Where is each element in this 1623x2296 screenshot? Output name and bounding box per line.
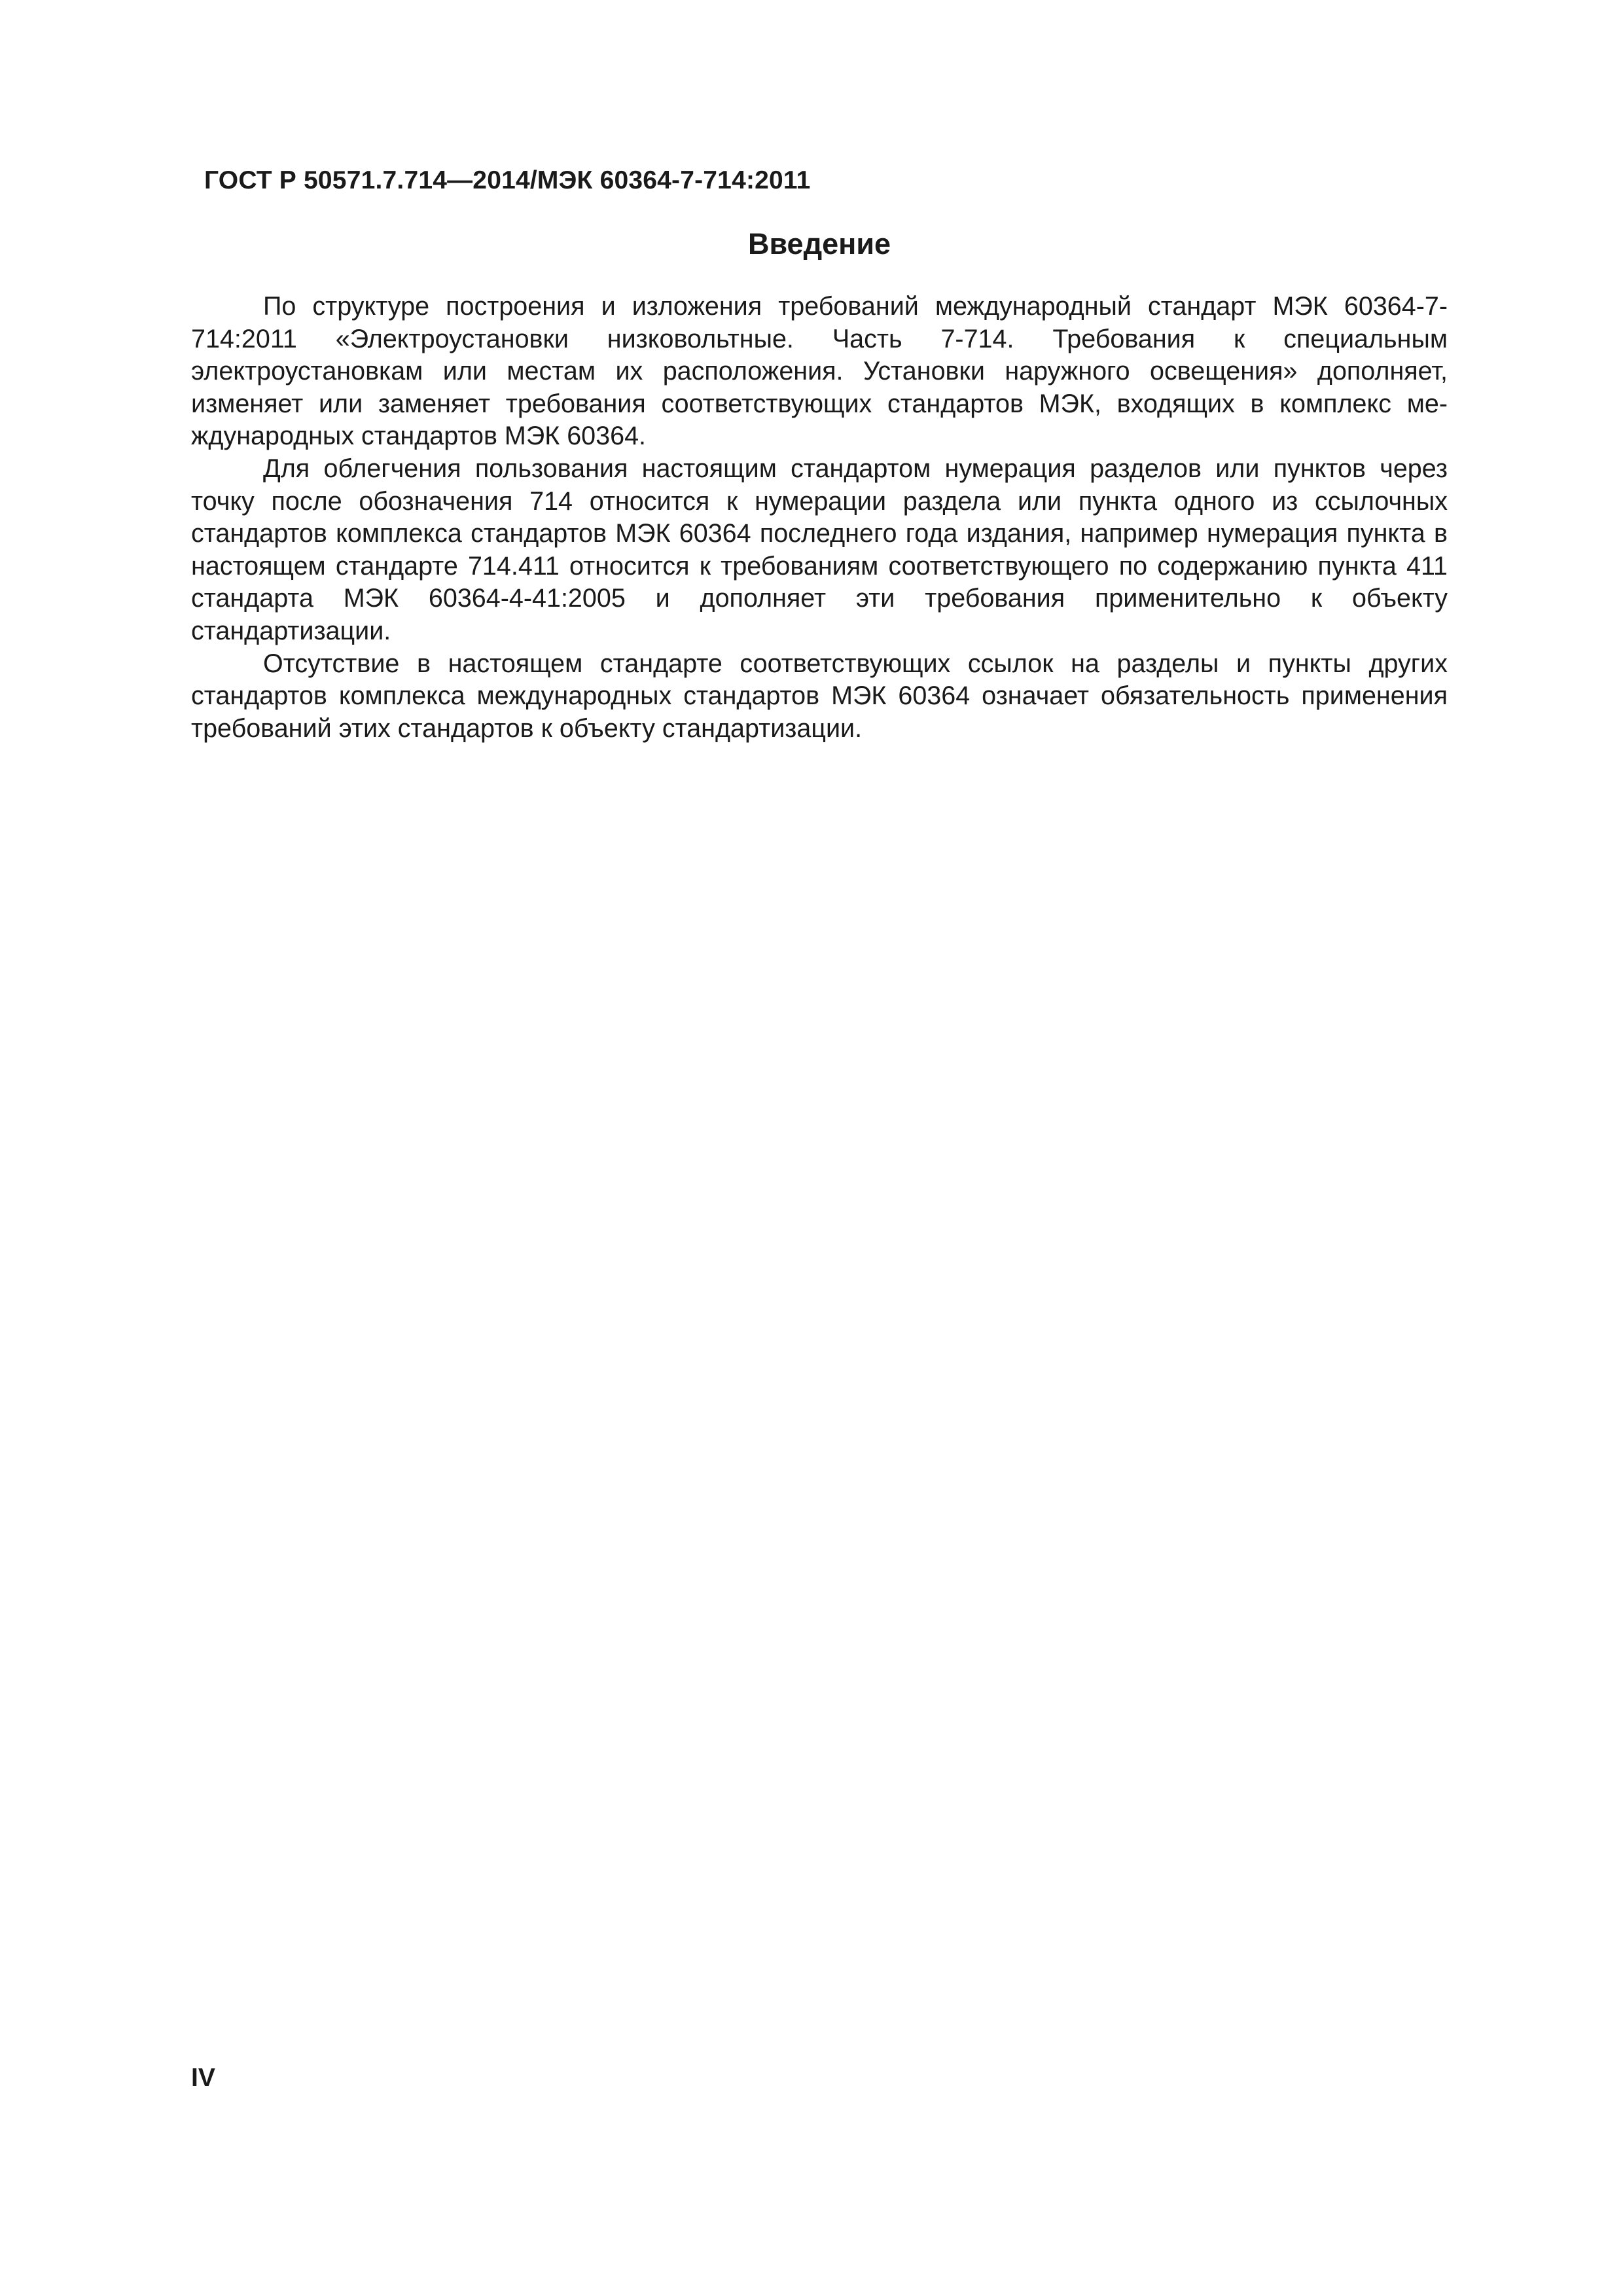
- paragraph-numbering: Для облегчения пользования настоящим стандартом нумерация разделов или пунктов через точку после обозначения 714 относится к нумерации раздела или пункта одного из ссылочных стандартов комплекса стандартов МЭК 60364 последнего года издания, например нумерация пункта в настоящем стандарте 714.411 относится к требованиям соответствующего по содержанию пункта 411 стандарта МЭК 60364-4-41:2005 и дополняет эти требования применительно к объекту стандартизации.: [191, 454, 1448, 645]
- page-number: IV: [191, 2064, 215, 2092]
- paragraph-structure: По структуре построения и изложения требований международный стандарт МЭК 60364-7-714:2011 «Электроустановки низковольтные. Часть 7-714. Требования к специальным электроустановкам или местам их расположения. Установки наружного освещения» дополняет, изменяет или заменяет требования соответствующих стандартов МЭК, входящих в комплекс международных стандартов МЭК 60364.: [191, 292, 1448, 451]
- paragraph-missing-references: Отсутствие в настоящем стандарте соответствующих ссылок на разделы и пункты других стандартов комплекса международных стандартов МЭК 60364 означает обязательность применения требований этих стандартов к объекту стандартизации.: [191, 649, 1448, 743]
- section-title: Введение: [747, 227, 891, 260]
- introduction-body: [191, 291, 1448, 745]
- standard-designation: ГОСТ Р 50571.7.714—2014/МЭК 60364-7-714:2011: [204, 166, 811, 194]
